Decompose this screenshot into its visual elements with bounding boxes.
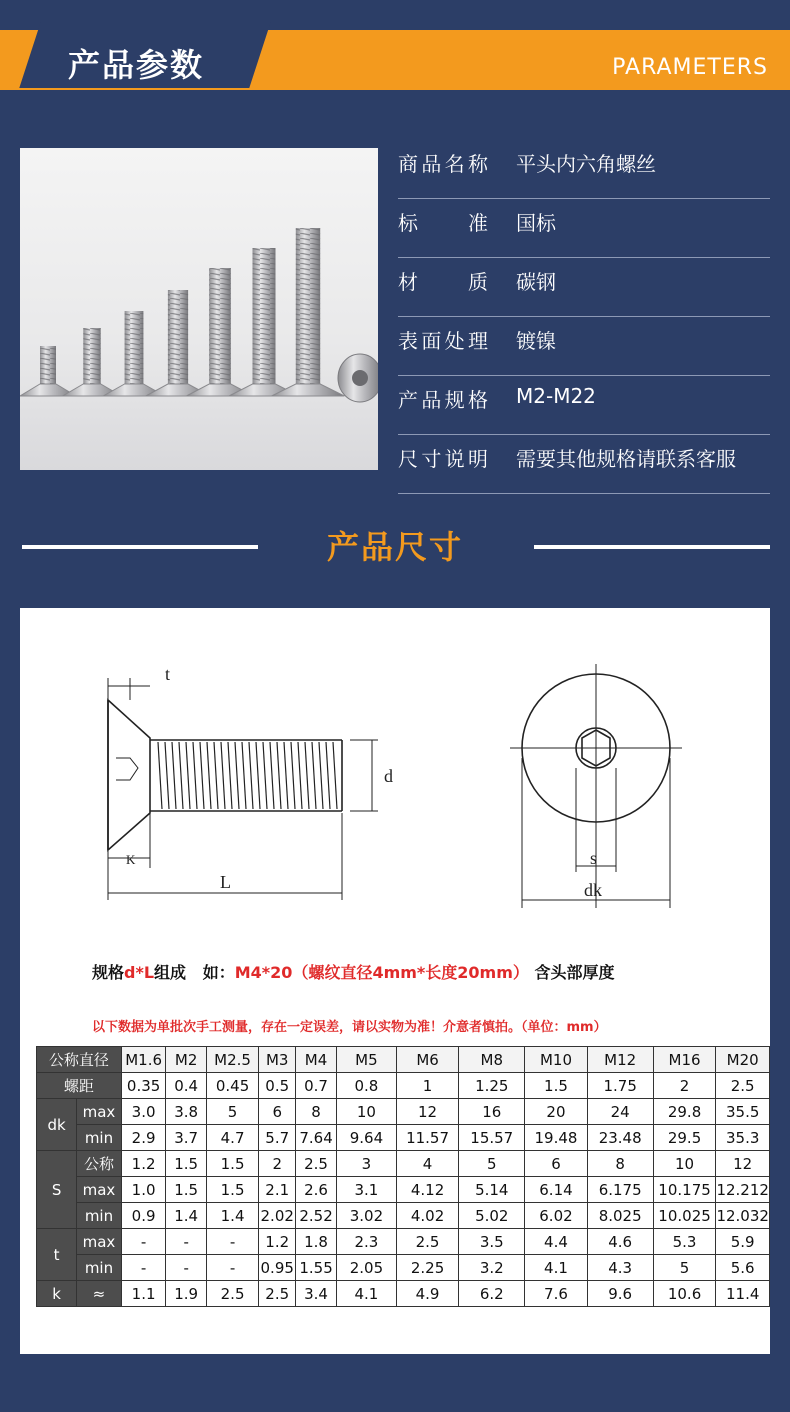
table-cell: 1.5 [166,1177,206,1203]
table-cell: 5 [653,1255,716,1281]
table-cell: 7.64 [296,1125,337,1151]
table-cell: 10.6 [653,1281,716,1307]
table-size-cell: M20 [716,1047,770,1073]
table-cell: 2.25 [396,1255,458,1281]
table-cell: - [166,1229,206,1255]
table-cell: 1.2 [121,1151,166,1177]
table-cell: 0.7 [296,1073,337,1099]
table-cell: 1 [396,1073,458,1099]
table-row-t [37,1229,770,1255]
param-row-finish [398,317,770,376]
table-cell: 10 [336,1099,396,1125]
table-cell: 29.8 [653,1099,716,1125]
table-cell: 3.4 [296,1281,337,1307]
table-cell: 16 [459,1099,525,1125]
table-cell: 3.7 [166,1125,206,1151]
table-row-s [37,1151,770,1177]
param-row-standard [398,199,770,258]
screws-illustration [20,148,378,470]
table-cell: - [121,1229,166,1255]
table-size-cell: M16 [653,1047,716,1073]
table-cell: 4.7 [206,1125,258,1151]
table-cell: 1.5 [206,1151,258,1177]
format-example: M4*20（螺纹直径4mm*长度20mm） [234,963,529,982]
table-cell: - [121,1255,166,1281]
table-cell: 4.1 [336,1281,396,1307]
param-row-spec [398,376,770,435]
table-cell: 35.3 [716,1125,770,1151]
table-cell: 1.9 [166,1281,206,1307]
table-cell: 1.5 [206,1177,258,1203]
param-label: 表面处理 [398,329,488,353]
table-cell: 10 [653,1151,716,1177]
table-cell: 12 [396,1099,458,1125]
table-size-cell: M4 [296,1047,337,1073]
table-size-cell: M10 [525,1047,587,1073]
table-cell: 7.6 [525,1281,587,1307]
table-cell: 2.3 [336,1229,396,1255]
table-cell: 4 [396,1151,458,1177]
table-size-cell: M1.6 [121,1047,166,1073]
table-cell: 19.48 [525,1125,587,1151]
table-cell: 1.75 [587,1073,653,1099]
table-cell: 4.1 [525,1255,587,1281]
table-cell: 0.45 [206,1073,258,1099]
dim-dk-label: dk [584,880,602,900]
table-cell: 2 [259,1151,296,1177]
table-size-cell: M8 [459,1047,525,1073]
table-cell: - [206,1229,258,1255]
table-cell: 2.5 [206,1281,258,1307]
table-cell: 4.02 [396,1203,458,1229]
param-value: 需要其他规格请联系客服 [516,447,736,471]
param-label: 材质 [398,270,488,294]
dim-l-label: L [220,872,231,892]
table-cell: 1.4 [166,1203,206,1229]
table-size-cell: M2.5 [206,1047,258,1073]
table-cell: 5.7 [259,1125,296,1151]
table-sub-label: min [77,1203,122,1229]
table-cell: 2.5 [396,1229,458,1255]
table-cell: 3.1 [336,1177,396,1203]
table-cell: 3.5 [459,1229,525,1255]
table-group-label-dk: dk [37,1099,77,1151]
table-cell: 4.9 [396,1281,458,1307]
table-cell: 5 [206,1099,258,1125]
table-cell: 2.5 [716,1073,770,1099]
measurement-note: 以下数据为单批次手工测量，存在一定误差，请以实物为准！介意者慎拍。（单位：mm） [92,1020,607,1035]
product-photo [20,148,378,470]
table-cell: 2.1 [259,1177,296,1203]
table-cell: 6 [259,1099,296,1125]
table-cell: 1.5 [525,1073,587,1099]
format-prefix: 规格 [92,963,125,982]
param-row-material [398,258,770,317]
table-cell: 11.57 [396,1125,458,1151]
table-cell: 2.52 [296,1203,337,1229]
table-cell: 5.9 [716,1229,770,1255]
table-cell: 1.1 [121,1281,166,1307]
table-cell: 3.02 [336,1203,396,1229]
table-cell: 23.48 [587,1125,653,1151]
table-row-s [37,1203,770,1229]
table-cell: 4.4 [525,1229,587,1255]
table-cell: 11.4 [716,1281,770,1307]
table-cell: 8 [587,1151,653,1177]
table-cell: 2.9 [121,1125,166,1151]
table-cell: 8 [296,1099,337,1125]
table-cell: 1.25 [459,1073,525,1099]
table-group-label-k: k [37,1281,77,1307]
param-row-name [398,140,770,199]
table-cell: 2.6 [296,1177,337,1203]
table-cell: 2 [653,1073,716,1099]
table-cell: 10.175 [653,1177,716,1203]
table-cell: 4.12 [396,1177,458,1203]
param-value: 镀镍 [516,329,556,353]
table-cell: 5.3 [653,1229,716,1255]
table-cell: 2.5 [296,1151,337,1177]
table-pitch-row [37,1073,770,1099]
table-cell: 1.5 [166,1151,206,1177]
table-pitch-label: 螺距 [37,1073,122,1099]
format-suffix: 含头部厚度 [534,963,615,982]
param-value: 国标 [516,211,556,235]
table-row-dk [37,1125,770,1151]
table-cell: 0.9 [121,1203,166,1229]
dimension-panel [20,608,770,1354]
params-list [398,140,770,494]
table-cell: 6.2 [459,1281,525,1307]
table-cell: 5 [459,1151,525,1177]
table-cell: 1.8 [296,1229,337,1255]
table-cell: 15.57 [459,1125,525,1151]
table-row-k [37,1281,770,1307]
table-header-label: 公称直径 [37,1047,122,1073]
table-cell: 2.02 [259,1203,296,1229]
table-size-cell: M6 [396,1047,458,1073]
table-cell: 1.0 [121,1177,166,1203]
table-sub-label: max [77,1229,122,1255]
table-size-cell: M2 [166,1047,206,1073]
table-header-row [37,1047,770,1073]
table-size-cell: M3 [259,1047,296,1073]
table-cell: 0.4 [166,1073,206,1099]
table-cell: 5.02 [459,1203,525,1229]
table-cell: 29.5 [653,1125,716,1151]
table-cell: 24 [587,1099,653,1125]
table-cell: 6.02 [525,1203,587,1229]
param-value: 碳钢 [516,270,556,294]
table-group-label-t: t [37,1229,77,1281]
param-label: 商品名称 [398,152,488,176]
table-sub-label: min [77,1125,122,1151]
table-cell: - [166,1255,206,1281]
header-title: 产品参数 [68,46,205,84]
param-label: 产品规格 [398,388,488,412]
table-cell: 5.14 [459,1177,525,1203]
table-row-dk [37,1099,770,1125]
table-sub-label: max [77,1099,122,1125]
table-cell: 8.025 [587,1203,653,1229]
table-cell: 4.3 [587,1255,653,1281]
table-cell: 3.2 [459,1255,525,1281]
dim-d-label: d [384,766,393,786]
table-cell: 1.2 [259,1229,296,1255]
table-cell: 0.35 [121,1073,166,1099]
table-cell: 12 [716,1151,770,1177]
table-cell: 12.032 [716,1203,770,1229]
table-row-t [37,1255,770,1281]
dim-t-label: t [165,664,171,684]
table-cell: 2.5 [259,1281,296,1307]
technical-drawing [20,608,770,928]
table-cell: 5.6 [716,1255,770,1281]
table-sub-label: ≈ [77,1281,122,1307]
param-value: M2-M22 [516,384,596,408]
table-cell: 3.0 [121,1099,166,1125]
table-cell: 6 [525,1151,587,1177]
table-cell: 10.025 [653,1203,716,1229]
table-row-s [37,1177,770,1203]
param-row-size-note [398,435,770,494]
table-cell: 35.5 [716,1099,770,1125]
table-cell: 9.64 [336,1125,396,1151]
table-group-label-s: S [37,1151,77,1229]
table-cell: 20 [525,1099,587,1125]
header-subtitle: PARAMETERS [612,55,768,80]
table-cell: 1.55 [296,1255,337,1281]
table-size-cell: M5 [336,1047,396,1073]
table-sub-label: max [77,1177,122,1203]
table-cell: 1.4 [206,1203,258,1229]
table-cell: 3.8 [166,1099,206,1125]
table-cell: - [206,1255,258,1281]
table-cell: 0.95 [259,1255,296,1281]
param-label: 尺寸说明 [398,447,488,471]
table-cell: 3 [336,1151,396,1177]
table-cell: 12.212 [716,1177,770,1203]
dim-k-label: K [126,852,136,867]
table-cell: 4.6 [587,1229,653,1255]
table-cell: 0.5 [259,1073,296,1099]
table-size-cell: M12 [587,1047,653,1073]
table-cell: 2.05 [336,1255,396,1281]
table-cell: 6.175 [587,1177,653,1203]
param-value: 平头内六角螺丝 [516,152,656,176]
table-sub-label: 公称 [77,1151,122,1177]
table-cell: 9.6 [587,1281,653,1307]
table-cell: 6.14 [525,1177,587,1203]
table-cell: 0.8 [336,1073,396,1099]
dimension-table [36,1046,770,1307]
param-label: 标准 [398,211,488,235]
dim-s-label: s [590,848,598,868]
format-code: d*L [124,963,155,982]
table-sub-label: min [77,1255,122,1281]
format-mid: 组成 如： [154,963,235,982]
format-line [92,960,615,983]
section-title: 产品尺寸 [326,528,463,566]
